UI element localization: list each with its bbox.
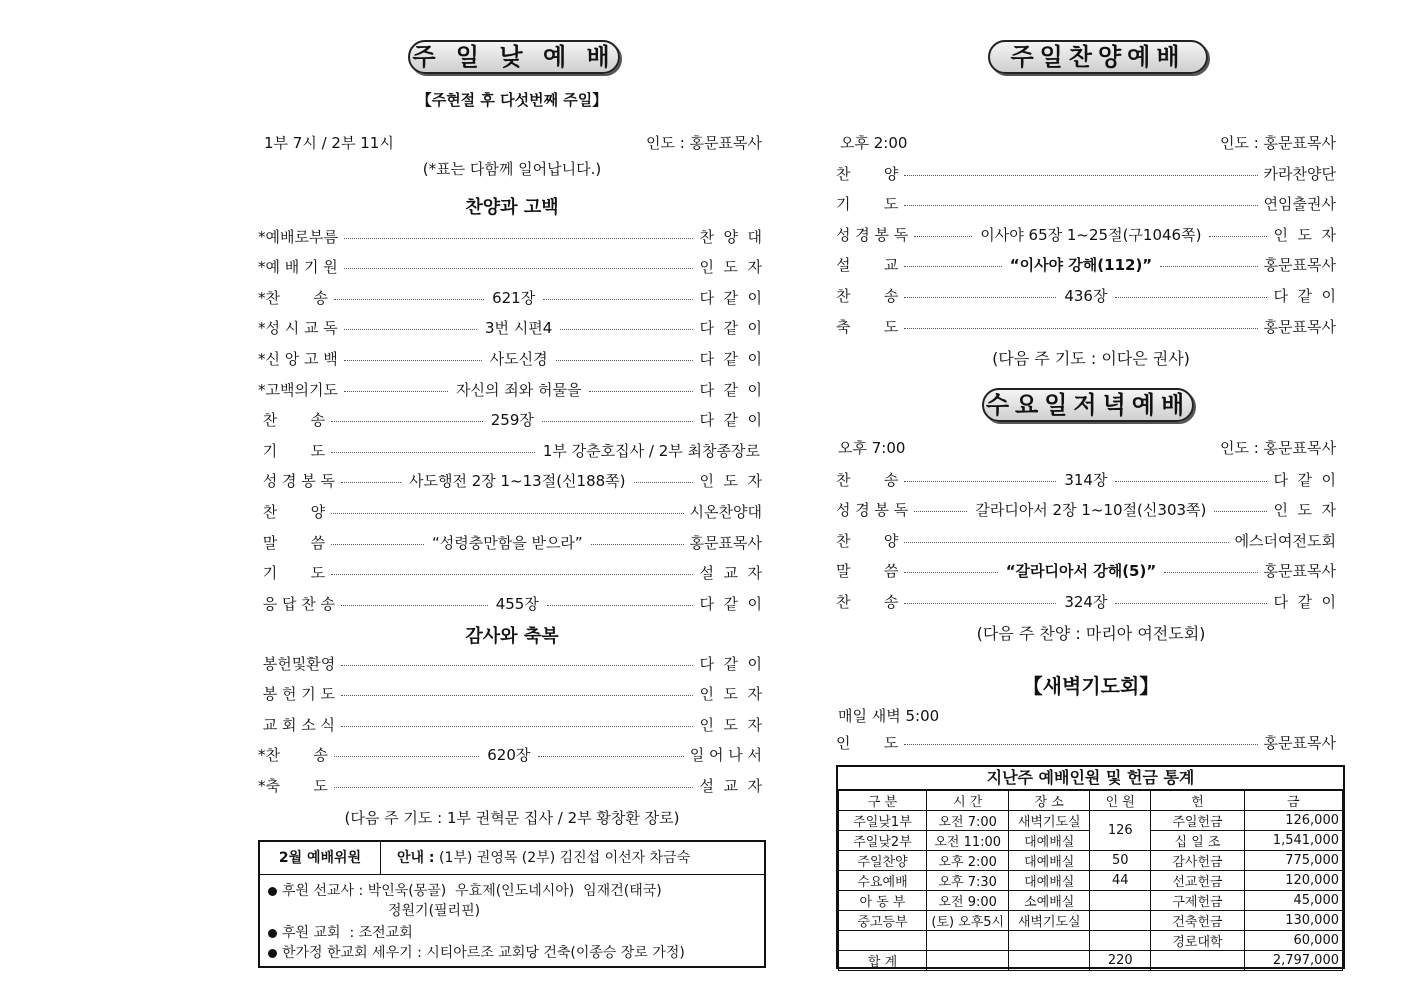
order-item-detail: 1부 강춘호집사 / 2부 최창종장로 <box>542 441 760 460</box>
stats-cell <box>1009 951 1090 971</box>
stats-row <box>839 871 1343 891</box>
dotted-leader <box>1115 481 1267 482</box>
stats-cell: 1,541,000 <box>1244 831 1342 851</box>
stats-cell: 아 동 부 <box>839 891 927 911</box>
order-item-label: 찬 송 <box>836 592 899 611</box>
stats-row <box>839 951 1343 971</box>
dotted-leader <box>904 175 1257 176</box>
dotted-leader <box>634 482 694 483</box>
order-item <box>258 255 762 279</box>
next-week-prayer: (다음 주 기도 : 1부 권혁문 집사 / 2부 황창환 장로) <box>344 809 680 827</box>
dawn-prayer-title: 【새벽기도회】 <box>1022 674 1160 698</box>
stats-cell: 44 <box>1090 871 1151 891</box>
order-item-label: *성 시 교 독 <box>258 319 338 338</box>
dotted-leader <box>547 605 694 606</box>
order-item-person: 다 같 이 <box>699 380 762 399</box>
order-item-detail: 314장 <box>1064 470 1108 489</box>
dotted-leader <box>341 695 693 696</box>
order-item <box>258 285 762 309</box>
bullet-icon <box>268 887 277 896</box>
stats-header-cell: 시 간 <box>927 791 1009 811</box>
dotted-leader <box>904 542 1228 543</box>
order-item-label: 봉헌및환영 <box>258 654 336 673</box>
stats-cell: 220 <box>1090 951 1151 971</box>
order-item-detail: 이사야 65장 1~25절(구1046쪽) <box>980 225 1202 244</box>
order-item-label: 찬 양 <box>836 531 899 550</box>
stats-row <box>839 931 1343 951</box>
order-item <box>258 682 762 706</box>
order-item-detail: 259장 <box>490 411 534 430</box>
order-item-detail: “갈라디아서 강해(5)” <box>1005 562 1157 581</box>
dawn-leader-label: 인 도 <box>836 733 899 752</box>
order-item <box>258 773 762 797</box>
dotted-leader <box>538 756 683 757</box>
dotted-leader <box>904 328 1257 329</box>
service-leader: 인도 : 홍문표목사 <box>645 134 762 152</box>
stats-title: 지난주 예배인원 및 헌금 통계 <box>838 767 1343 790</box>
dotted-leader <box>334 299 484 300</box>
stats-cell: 새벽기도실 <box>1009 811 1090 831</box>
praise-service-time: 오후 2:00 <box>840 134 908 152</box>
stats-cell: 오후 2:00 <box>927 851 1009 871</box>
stats-cell: 주일낮1부 <box>839 811 927 831</box>
order-item-person: 인 도 자 <box>1273 225 1337 244</box>
dotted-leader <box>331 421 483 422</box>
order-item-person: 설 교 자 <box>699 564 762 583</box>
dotted-leader <box>556 360 694 361</box>
stats-cell: 775,000 <box>1244 851 1342 871</box>
stats-cell: 선교헌금 <box>1151 871 1244 891</box>
stats-cell: 건축헌금 <box>1151 911 1244 931</box>
dotted-leader <box>331 544 424 545</box>
order-item-label: *축 도 <box>258 776 328 795</box>
order-item-detail: 621장 <box>492 288 536 307</box>
order-item-person: 인 도 자 <box>699 685 762 704</box>
stats-cell: 126 <box>1090 811 1151 851</box>
order-item <box>836 222 1336 246</box>
order-item-detail: “성령충만함을 받으라” <box>431 533 583 552</box>
order-item-label: *찬 송 <box>258 746 328 765</box>
family-church-text: 한가정 한교회 세우기 : 시티아르조 교회당 건축(이종승 장로 가정) <box>282 945 685 961</box>
stats-row <box>839 851 1343 871</box>
order-item-label: *신 앙 고 백 <box>258 349 338 368</box>
dotted-leader <box>542 421 694 422</box>
stats-cell: 120,000 <box>1244 871 1342 891</box>
dawn-leader-name: 홍문표목사 <box>1263 733 1336 752</box>
stats-cell <box>1090 931 1151 951</box>
order-item <box>258 224 762 248</box>
dotted-leader <box>543 299 693 300</box>
order-item-label: 성 경 봉 독 <box>836 225 909 244</box>
liturgical-subtitle: 【주현절 후 다섯번째 주일】 <box>416 91 608 109</box>
wednesday-service-time: 오후 7:00 <box>838 439 906 457</box>
missionary-names: 박인욱(몽골) 우효제(인도네시아) 임재건(태국) <box>367 883 662 899</box>
stats-cell <box>927 951 1009 971</box>
order-item-person: 다 같 이 <box>1273 470 1336 489</box>
section-praise-confession: 찬양과 고백 <box>465 197 559 218</box>
dotted-leader <box>914 236 972 237</box>
order-item-person: 인 도 자 <box>699 472 763 491</box>
order-item <box>258 438 762 462</box>
dotted-leader <box>331 452 535 453</box>
order-item-person: 다 같 이 <box>699 349 762 368</box>
order-item-person: 설 교 자 <box>699 776 762 795</box>
order-item-person: 인 도 자 <box>1273 501 1336 520</box>
stats-cell: 소예배실 <box>1009 891 1090 911</box>
order-item-person: 홍문표목사 <box>1263 317 1336 336</box>
stats-cell: 감사헌금 <box>1151 851 1244 871</box>
order-item-detail: 자신의 죄와 허물을 <box>455 380 582 399</box>
family-church-row <box>268 942 685 962</box>
dotted-leader <box>904 744 1257 745</box>
stats-row <box>839 891 1343 911</box>
dotted-leader <box>344 391 448 392</box>
order-item-detail: 620장 <box>487 746 531 765</box>
stats-cell: 대예배실 <box>1009 831 1090 851</box>
order-item-person: 다 같 이 <box>699 654 762 673</box>
order-item-label: *예배로부름 <box>258 227 338 246</box>
stats-cell: 오전 9:00 <box>927 891 1009 911</box>
order-item-label: 찬 양 <box>258 502 326 521</box>
stats-cell <box>1009 931 1090 951</box>
order-item-detail: “이사야 강해(112)” <box>1009 256 1153 275</box>
stats-cell: 대예배실 <box>1009 851 1090 871</box>
order-item-label: 축 도 <box>836 317 899 336</box>
order-item <box>836 253 1336 277</box>
order-item <box>836 498 1336 522</box>
order-item <box>836 559 1336 583</box>
order-item-detail: 사도행전 2장 1~13절(신188쪽) <box>408 472 626 491</box>
order-item-label: 말 씀 <box>258 533 326 552</box>
order-item <box>836 192 1336 216</box>
order-item <box>258 651 762 675</box>
order-item-person: 일 어 나 서 <box>689 746 762 765</box>
order-item-person: 인 도 자 <box>699 715 762 734</box>
order-item-label: 응 답 찬 송 <box>258 594 336 613</box>
dotted-leader <box>344 268 694 269</box>
order-item <box>258 530 762 554</box>
order-item-person: 다 같 이 <box>1273 592 1336 611</box>
dotted-leader <box>904 603 1056 604</box>
dotted-leader <box>904 481 1056 482</box>
stats-cell: 중고등부 <box>839 911 927 931</box>
order-item-person: 홍문표목사 <box>1263 256 1337 275</box>
order-item-label: 찬 송 <box>836 286 899 305</box>
bullet-icon <box>268 929 277 938</box>
order-item <box>258 377 762 401</box>
supported-church-label: 후원 교회 : <box>282 925 355 941</box>
stats-cell: 50 <box>1090 851 1151 871</box>
stats-header-cell: 헌 <box>1151 791 1244 811</box>
stats-header-cell: 구 분 <box>839 791 927 811</box>
order-item <box>258 346 762 370</box>
stats-cell: 45,000 <box>1244 891 1342 911</box>
order-item <box>258 499 762 523</box>
dotted-leader <box>341 665 693 666</box>
order-item <box>258 316 762 340</box>
order-item-label: 찬 양 <box>836 164 899 183</box>
order-item-label: *고백의기도 <box>258 380 338 399</box>
stats-cell: 경로대학 <box>1151 931 1244 951</box>
order-item-label: *예 배 기 원 <box>258 258 338 277</box>
stats-cell: 십 일 조 <box>1151 831 1244 851</box>
stats-cell: 오전 11:00 <box>927 831 1009 851</box>
stats-cell <box>839 931 927 951</box>
stats-cell: 오후 7:30 <box>927 871 1009 891</box>
order-item-detail: 436장 <box>1064 286 1108 305</box>
order-item-detail: 사도신경 <box>489 349 548 368</box>
order-item <box>258 561 762 585</box>
stats-cell <box>927 931 1009 951</box>
usher-label: 안내 : <box>397 850 435 866</box>
dotted-leader <box>914 511 967 512</box>
stats-cell: 126,000 <box>1244 811 1342 831</box>
stats-cell: 주일찬양 <box>839 851 927 871</box>
order-item-person: 카라찬양단 <box>1263 164 1336 183</box>
dotted-leader <box>904 205 1257 206</box>
dotted-leader <box>344 360 482 361</box>
stats-cell: 60,000 <box>1244 931 1342 951</box>
order-item-person: 다 같 이 <box>699 319 763 338</box>
order-item <box>258 712 762 736</box>
missionary-row <box>268 880 662 900</box>
praise-service-leader: 인도 : 홍문표목사 <box>1219 134 1336 152</box>
order-item-label: 찬 송 <box>258 411 326 430</box>
dotted-leader <box>344 329 477 330</box>
stats-cell: 2,797,000 <box>1244 951 1342 971</box>
dotted-leader <box>341 605 488 606</box>
order-item <box>258 591 762 615</box>
stats-header-cell: 장 소 <box>1009 791 1090 811</box>
wednesday-service-title: 수요일저녁예배 <box>982 388 1194 422</box>
order-item-label: 기 도 <box>258 441 326 460</box>
order-item-label: 말 씀 <box>836 562 899 581</box>
order-item <box>258 408 762 432</box>
order-item <box>836 589 1336 613</box>
stats-cell: 주일낮2부 <box>839 831 927 851</box>
order-item-detail: 3번 시편4 <box>484 319 553 338</box>
dotted-leader <box>1115 297 1267 298</box>
usher-names: (1부) 권영목 (2부) 김진섭 이선자 차금숙 <box>438 850 691 866</box>
dotted-leader <box>591 544 684 545</box>
wednesday-next-praise: (다음 주 찬양 : 마리아 여전도회) <box>976 624 1206 643</box>
order-item <box>258 743 762 767</box>
wednesday-service-leader: 인도 : 홍문표목사 <box>1219 439 1336 457</box>
order-item-label: 찬 송 <box>836 470 899 489</box>
order-item-person: 다 같 이 <box>699 411 763 430</box>
order-item <box>258 469 762 493</box>
order-item-label: 설 교 <box>836 256 899 275</box>
committee-month: 2월 예배위원 <box>260 842 381 875</box>
stats-header-cell: 인 원 <box>1090 791 1151 811</box>
dotted-leader <box>904 266 1001 267</box>
order-item-person: 홍문표목사 <box>1263 562 1336 581</box>
order-item-label: 성 경 봉 독 <box>258 472 336 491</box>
stats-cell: 구제헌금 <box>1151 891 1244 911</box>
section-thanks-blessing: 감사와 축복 <box>465 626 559 647</box>
stats-cell <box>1151 951 1244 971</box>
order-item-person: 다 같 이 <box>699 594 762 613</box>
dotted-leader <box>344 238 694 239</box>
order-item <box>836 314 1336 338</box>
dawn-prayer-leader-row <box>836 730 1336 754</box>
order-item-person: 시온찬양대 <box>689 502 762 521</box>
order-item-detail: 324장 <box>1064 592 1108 611</box>
order-item-person: 에스더여전도회 <box>1234 531 1336 550</box>
order-item-label: *찬 송 <box>258 288 328 307</box>
bullet-icon <box>268 949 277 958</box>
dotted-leader <box>904 297 1056 298</box>
stats-cell: 대예배실 <box>1009 871 1090 891</box>
order-item-label: 기 도 <box>258 564 326 583</box>
order-item-label: 봉 헌 기 도 <box>258 685 336 704</box>
dotted-leader <box>1214 511 1267 512</box>
dotted-leader <box>589 391 693 392</box>
order-item-label: 교 회 소 식 <box>258 715 336 734</box>
stats-cell <box>1090 911 1151 931</box>
service-time: 1부 7시 / 2부 11시 <box>264 134 394 152</box>
supported-church-row <box>268 922 413 942</box>
dotted-leader <box>341 726 693 727</box>
dotted-leader <box>1115 603 1267 604</box>
dotted-leader <box>1209 236 1267 237</box>
stats-cell: 수요예배 <box>839 871 927 891</box>
stats-cell: 합 계 <box>839 951 927 971</box>
praise-service-title: 주일찬양예배 <box>988 40 1208 74</box>
stats-table <box>838 790 1343 971</box>
order-item-person: 다 같 이 <box>699 288 762 307</box>
order-item-person: 연임출권사 <box>1263 195 1336 214</box>
order-item <box>836 528 1336 552</box>
attendance-offering-table <box>836 765 1345 969</box>
praise-next-prayer: (다음 주 기도 : 이다은 권사) <box>992 349 1190 368</box>
order-item-detail: 갈라디아서 2장 1~10절(신303쪽) <box>975 501 1207 520</box>
order-item <box>836 283 1336 307</box>
order-item-person: 찬 양 대 <box>699 227 762 246</box>
dotted-leader <box>1160 266 1257 267</box>
order-item-person: 다 같 이 <box>1273 286 1336 305</box>
sunday-service-title: 주 일 낮 예 배 <box>408 40 620 74</box>
dotted-leader <box>331 513 683 514</box>
stats-cell: 오전 7:00 <box>927 811 1009 831</box>
order-item <box>836 467 1336 491</box>
stats-cell: 새벽기도실 <box>1009 911 1090 931</box>
supported-church-name: 조전교회 <box>358 925 413 941</box>
dotted-leader <box>341 482 401 483</box>
dotted-leader <box>560 329 693 330</box>
dotted-leader <box>1164 572 1257 573</box>
standing-note: (*표는 다함께 일어납니다.) <box>422 160 602 178</box>
missionary-label: 후원 선교사 : <box>282 883 364 899</box>
stats-row <box>839 811 1343 831</box>
order-item-person: 인 도 자 <box>699 258 762 277</box>
stats-cell: 주일헌금 <box>1151 811 1244 831</box>
stats-header-cell: 금 <box>1244 791 1342 811</box>
dawn-prayer-time: 매일 새벽 5:00 <box>838 707 940 725</box>
order-item-label: 성 경 봉 독 <box>836 501 909 520</box>
dotted-leader <box>904 572 997 573</box>
stats-header-row <box>839 791 1343 811</box>
stats-row <box>839 911 1343 931</box>
order-item-person: 홍문표목사 <box>689 533 762 552</box>
usher-row <box>381 842 764 875</box>
order-item-detail: 455장 <box>495 594 539 613</box>
order-item-label: 기 도 <box>836 195 899 214</box>
committee-box <box>258 840 766 968</box>
dotted-leader <box>334 787 694 788</box>
stats-cell: (토) 오후5시 <box>927 911 1009 931</box>
dotted-leader <box>334 756 479 757</box>
dotted-leader <box>331 574 693 575</box>
missionary-names-2: 정원기(필리핀) <box>388 903 481 919</box>
stats-cell: 130,000 <box>1244 911 1342 931</box>
order-item <box>836 161 1336 185</box>
stats-cell <box>1090 891 1151 911</box>
